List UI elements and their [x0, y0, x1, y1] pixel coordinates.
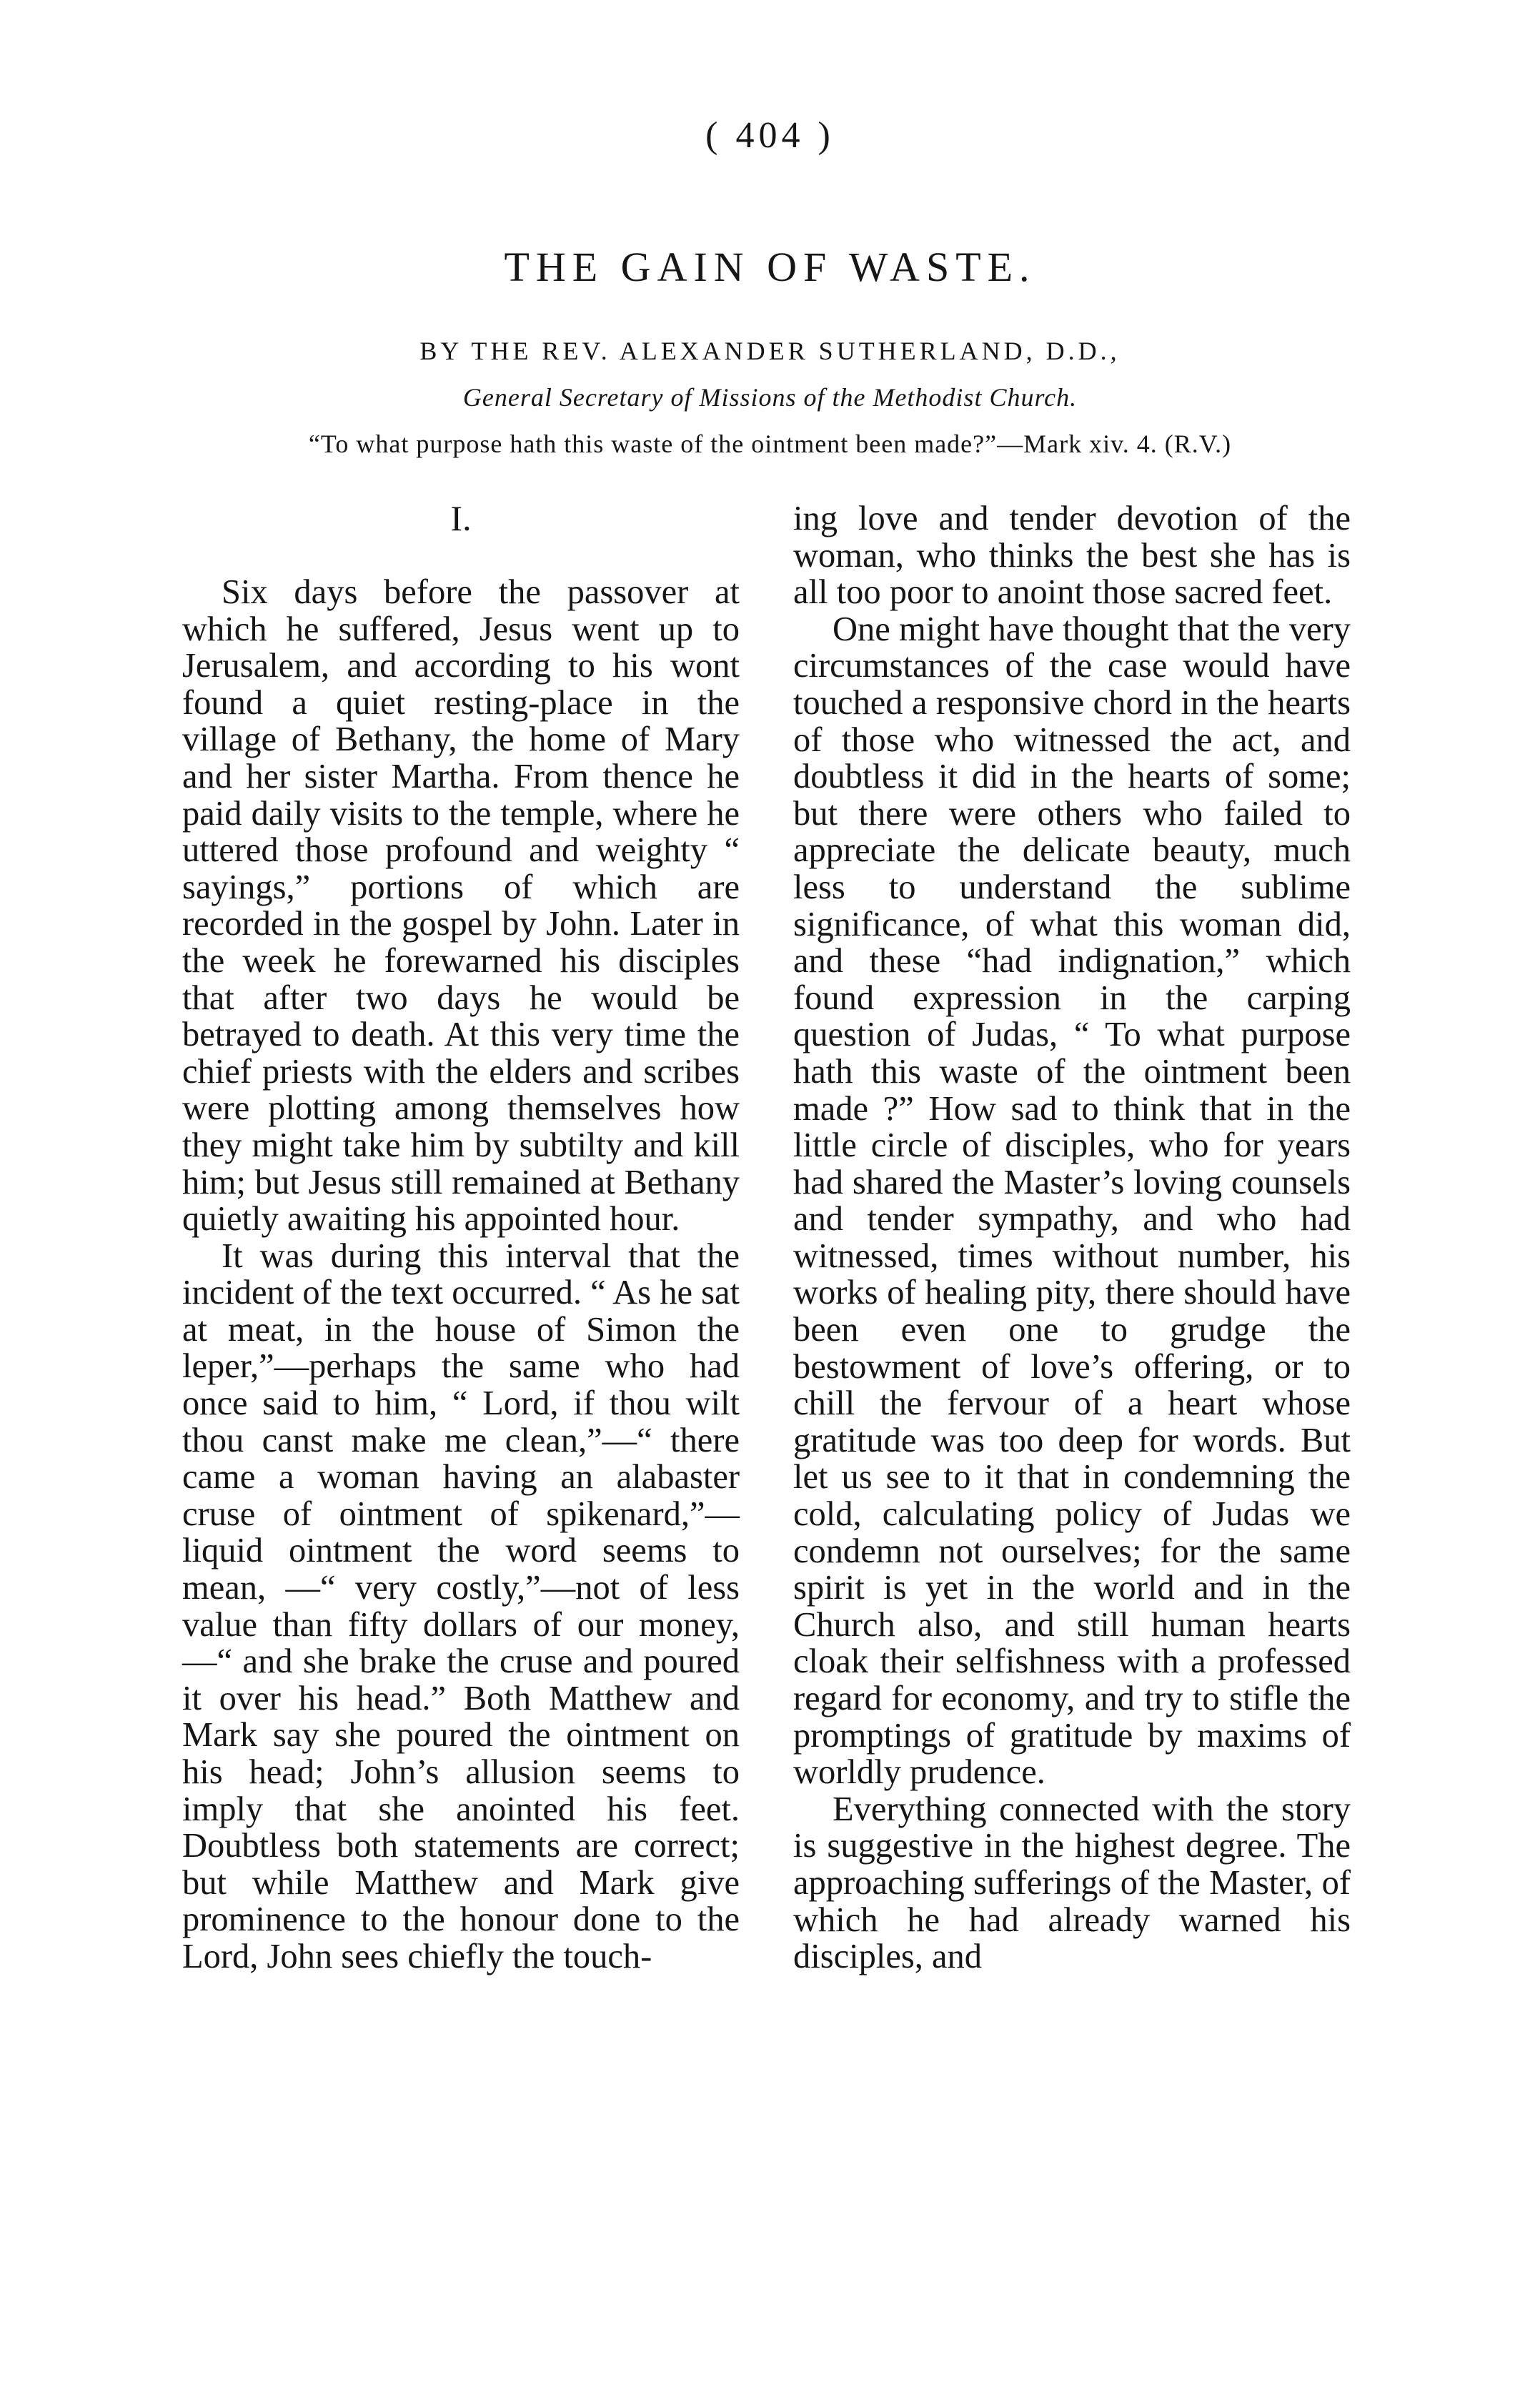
- author-affiliation: General Secretary of Missions of the Methodist Church.: [462, 383, 1078, 412]
- page-number: ( 404 ): [705, 115, 835, 156]
- paragraph: Six days before the passover at which he suffered, Jesus went up to Jerusalem, and according to his wont found a quiet resting-place in the village of Bethany, the home of Mary and her sister Martha. From thence he paid daily visits to the temple, where he uttered those profound and weighty “ sayings,” portions of which are recorded in the gospel by John. Later in the week he forewarned his disciples that after two days he would be betrayed to death. At this very time the chief priests with the elders and scribes were plotting among themselves how they might take him by subtilty and kill him; but Jesus still remained at Bethany quietly awaiting his appointed hour.: [182, 573, 740, 1239]
- left-column: [182, 500, 740, 1975]
- paragraph: One might have thought that the very circumstances of the case would have touched a responsive chord in the hearts of those who witnessed the act, and doubtless it did in the hearts of some; but there were others who failed to appreciate the delicate beauty, much less to understand the sublime significance, of what this woman did, and these “had indignation,” which found expression in the carping question of Judas, “ To what purpose hath this waste of the ointment been made ?” How sad to think that in the little circle of disciples, who for years had shared the Master’s loving counsels and tender sympathy, and who had witnessed, times without number, his works of healing pity, there should have been even one to grudge the bestowment of love’s offering, or to chill the fervour of a heart whose gratitude was too deep for words. But let us see to it that in condemning the cold, calculating policy of Judas we condemn not ourselves; for the same spirit is yet in the world and in the Church also, and still human hearts cloak their selfishness with a professed regard for economy, and try to stifle the promptings of gratitude by maxims of worldly prudence.: [793, 610, 1351, 1792]
- author-byline: BY THE REV. ALEXANDER SUTHERLAND, D.D.,: [419, 337, 1121, 365]
- article-title: THE GAIN OF WASTE.: [504, 244, 1036, 290]
- right-column: [793, 500, 1351, 1975]
- scripture-epigraph: “To what purpose hath this waste of the ointment been made?”—Mark xiv. 4. (R.V.): [308, 430, 1232, 458]
- paragraph: Everything connected with the story is suggestive in the highest degree. The approaching sufferings of the Master, of which he had already warned his disciples, and: [793, 1790, 1351, 1976]
- paragraph-continued: ing love and tender devotion of the woman, who thinks the best she has is all too poor to anoint those sacred feet.: [793, 500, 1351, 612]
- paragraph: It was during this interval that the incident of the text occurred. “ As he sat at meat, in the house of Simon the leper,”—perhaps the same who had once said to him, “ Lord, if thou wilt thou canst make me clean,”—“ there came a woman having an alabaster cruse of ointment of spikenard,”—liquid ointment the word seems to mean, —“ very costly,”—not of less value than fifty dollars of our money,—“ and she brake the cruse and poured it over his head.” Both Matthew and Mark say she poured the ointment on his head; John’s allusion seems to imply that she anointed his feet. Doubtless both statements are correct; but while Matthew and Mark give prominence to the honour done to the Lord, John sees chiefly the touch-: [182, 1236, 740, 1975]
- section-heading: I.: [450, 498, 472, 538]
